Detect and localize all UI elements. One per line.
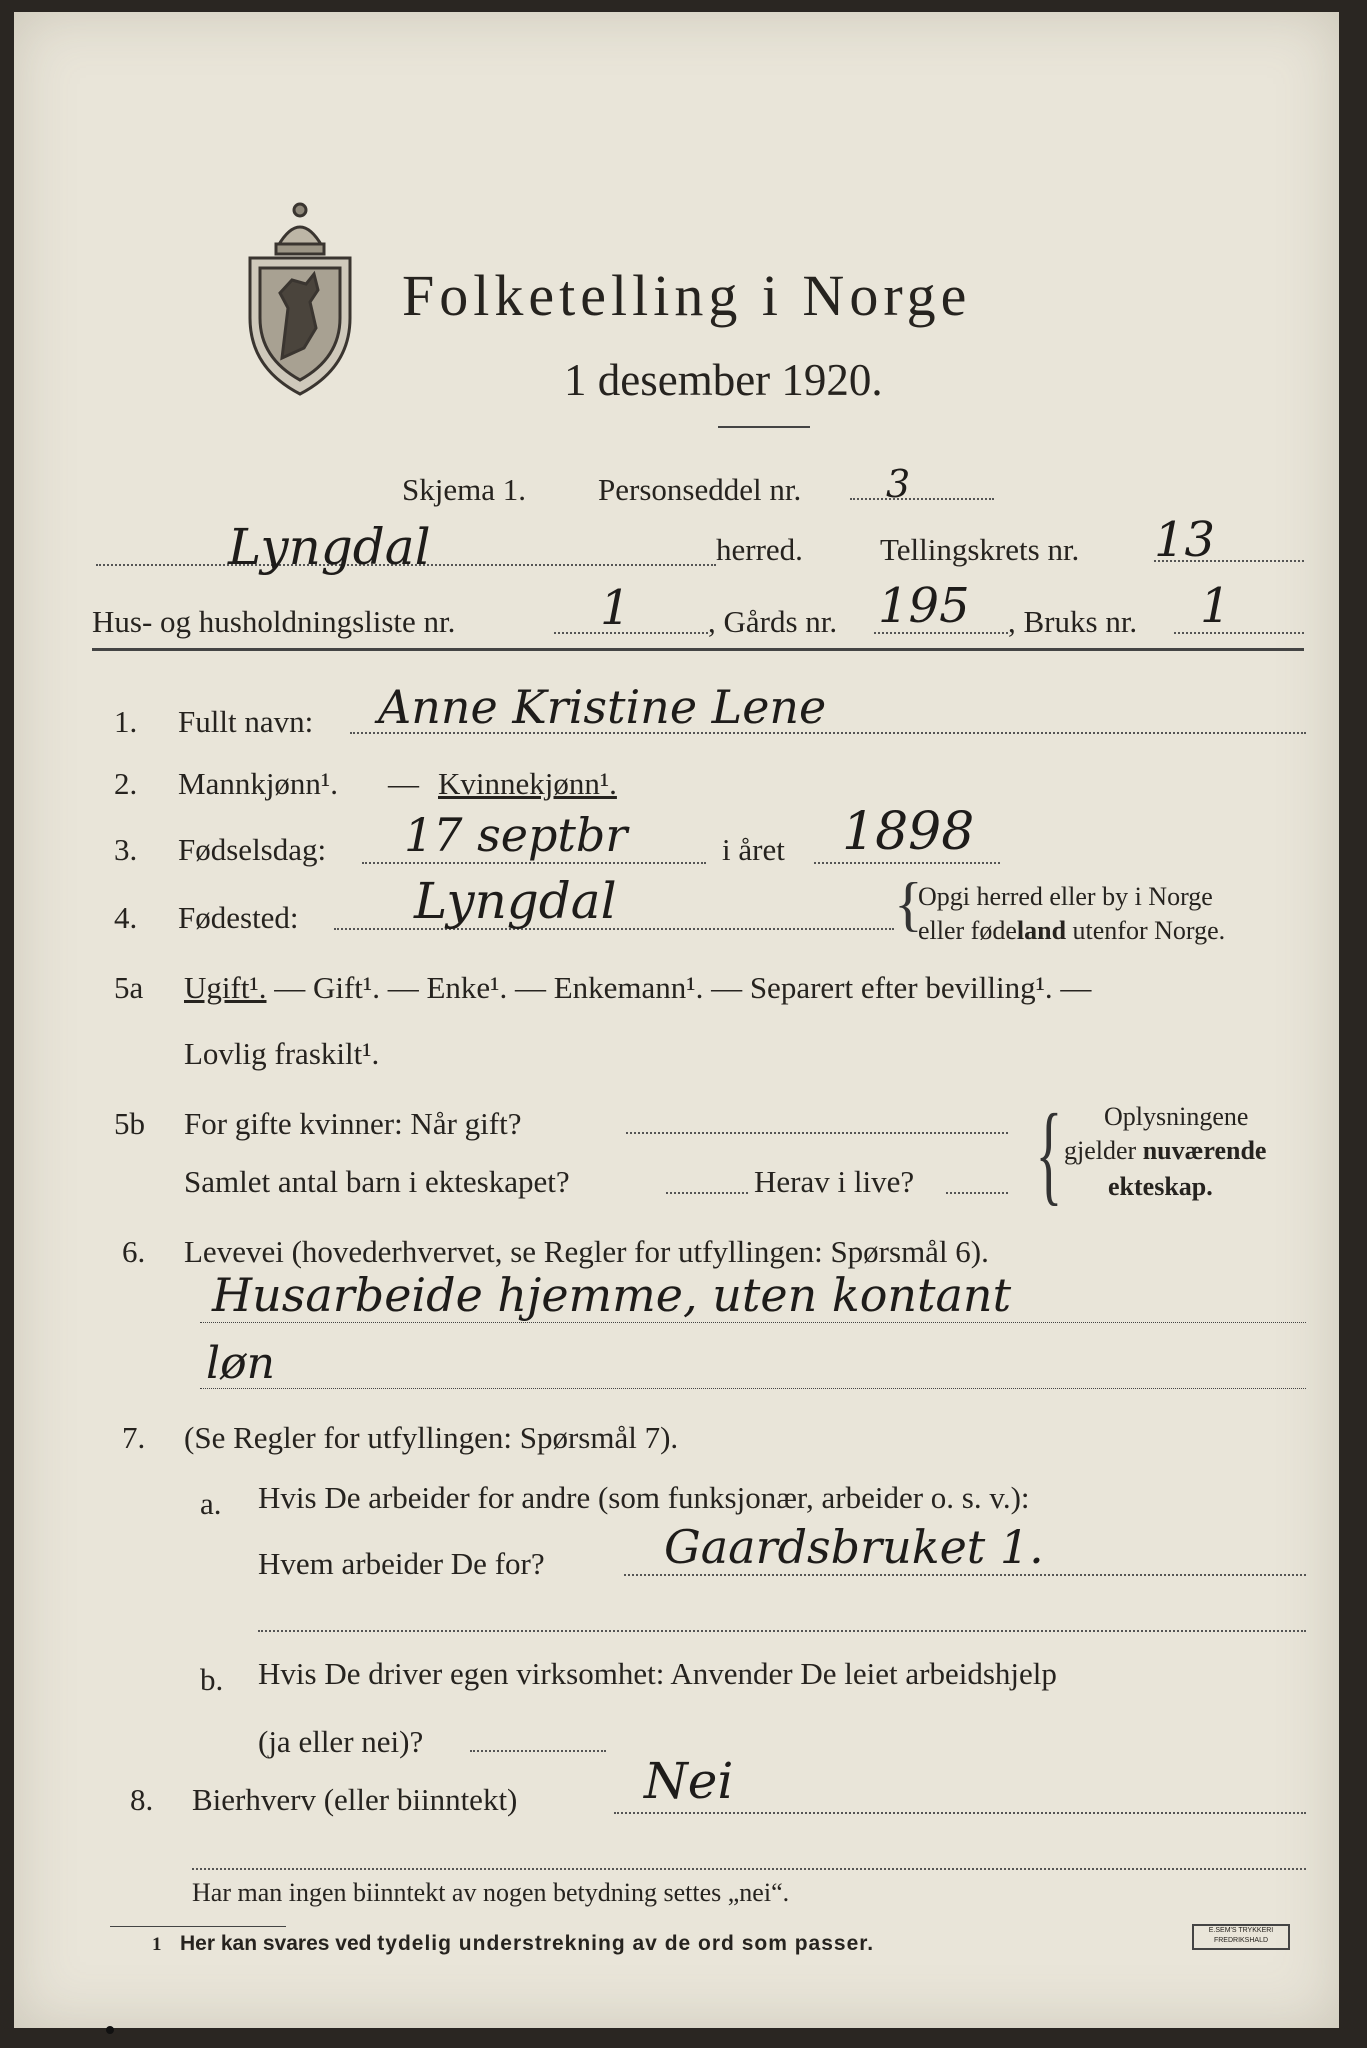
footnote-mark: 1 <box>152 1934 162 1955</box>
herred-value: Lyngdal <box>228 518 431 576</box>
skjema-label: Skjema 1. <box>402 472 526 507</box>
personseddel-label: Personseddel nr. <box>598 472 802 507</box>
herred-label: herred. <box>716 532 803 567</box>
birth-year-value: 1898 <box>842 802 975 862</box>
bruks-label: , Bruks nr. <box>1008 604 1138 639</box>
employer-value: Gaardsbruket 1. <box>664 1520 1044 1574</box>
title-divider <box>718 426 810 428</box>
marital-status-options: Ugift¹. — Gift¹. — Enke¹. — Enkemann¹. — Separert efter bevilling¹. — <box>184 970 1092 1005</box>
q8-label: Bierhverv (eller biinntekt) <box>192 1782 518 1817</box>
q4-label: Fødested: <box>178 900 299 935</box>
footnote-text: Her kan svares ved tydelig understrekning av de ord som passer. <box>180 1932 875 1955</box>
q1-number: 1. <box>114 704 138 739</box>
birthday-field[interactable] <box>362 862 706 864</box>
q5b-number: 5b <box>114 1106 145 1141</box>
birthday-value: 17 septbr <box>404 808 628 862</box>
q4-number: 4. <box>114 900 138 935</box>
employer-field[interactable] <box>624 1574 1306 1576</box>
gender-separator: — <box>388 766 419 801</box>
q5b-note-line2: gjelder nuværende <box>1064 1136 1267 1165</box>
gards-value: 195 <box>878 578 970 634</box>
children-alive-label: Herav i live? <box>754 1164 915 1199</box>
hired-help-label: (ja eller nei)? <box>258 1724 424 1759</box>
employer-field-extra[interactable] <box>258 1630 1306 1632</box>
hired-help-field[interactable] <box>470 1750 606 1752</box>
q1-label: Fullt navn: <box>178 704 314 739</box>
q8-number: 8. <box>130 1782 154 1817</box>
footer-note: Har man ingen biinntekt av nogen betydning settes „nei“. <box>192 1878 790 1907</box>
full-name-value: Anne Kristine Lene <box>378 680 827 734</box>
q4-note-line2: eller fødeland utenfor Norge. <box>918 916 1226 945</box>
marital-fraskilt-option[interactable]: Lovlig fraskilt¹. <box>184 1036 380 1071</box>
q4-brace: { <box>894 871 923 937</box>
q4-note-line1: Opgi herred eller by i Norge <box>918 882 1213 911</box>
side-income-field-extra[interactable] <box>192 1868 1306 1870</box>
gards-label: , Gårds nr. <box>708 604 838 639</box>
hus-value: 1 <box>600 580 631 636</box>
personseddel-value: 3 <box>886 462 911 506</box>
hus-field[interactable] <box>554 632 708 634</box>
q5b-note-line3: ekteskap. <box>1108 1172 1213 1201</box>
census-date: 1 desember 1920. <box>564 355 883 405</box>
married-when-label: For gifte kvinner: Når gift? <box>184 1106 522 1141</box>
census-form-sheet <box>14 12 1339 2028</box>
q5a-number: 5a <box>114 970 144 1005</box>
gender-female-option[interactable]: Kvinnekjønn¹. <box>438 766 617 801</box>
birth-year-label: i året <box>722 832 785 867</box>
children-total-field[interactable] <box>666 1192 748 1194</box>
q6-label: Levevei (hovederhvervet, se Regler for utfyllingen: Spørsmål 6). <box>184 1234 989 1269</box>
q2-number: 2. <box>114 766 138 801</box>
q7-label: (Se Regler for utfyllingen: Spørsmål 7). <box>184 1420 679 1455</box>
footnote-divider <box>110 1926 286 1927</box>
header-divider <box>92 648 1304 651</box>
q3-number: 3. <box>114 832 138 867</box>
tellingskrets-label: Tellingskrets nr. <box>880 532 1080 567</box>
coat-of-arms-icon <box>242 198 358 398</box>
occupation-value-line2: løn <box>206 1338 275 1389</box>
personseddel-field[interactable] <box>850 498 994 500</box>
q6-number: 6. <box>122 1234 146 1269</box>
printer-mark: E.SEM'S TRYKKERI FREDRIKSHALD <box>1192 1924 1290 1950</box>
side-income-field[interactable] <box>614 1812 1306 1814</box>
side-income-value: Nei <box>644 1752 734 1810</box>
tellingskrets-value: 13 <box>1154 512 1216 568</box>
employer-label: Hvem arbeider De for? <box>258 1546 545 1581</box>
hus-label: Hus- og husholdningsliste nr. <box>92 604 456 639</box>
occupation-value-line1: Husarbeide hjemme, uten kontant <box>212 1268 1012 1322</box>
q3-label: Fødselsdag: <box>178 832 327 867</box>
form-title: Folketelling i Norge <box>402 263 972 328</box>
q5b-note-line1: Oplysningene <box>1104 1102 1249 1131</box>
children-total-label: Samlet antal barn i ekteskapet? <box>184 1164 570 1199</box>
q7a-number: a. <box>200 1486 222 1521</box>
q7b-number: b. <box>200 1662 224 1697</box>
ink-speck <box>106 2026 114 2034</box>
married-when-field[interactable] <box>626 1132 1008 1134</box>
q7-number: 7. <box>122 1420 146 1455</box>
bruks-field[interactable] <box>1174 632 1304 634</box>
q5b-brace: { <box>1035 1092 1063 1216</box>
gender-male-option[interactable]: Mannkjønn¹. <box>178 766 338 801</box>
birthplace-value: Lyngdal <box>414 872 617 930</box>
q7b-label: Hvis De driver egen virksomhet: Anvender De leiet arbeidshjelp <box>258 1656 1057 1691</box>
marital-ugift-option[interactable]: Ugift¹. <box>184 970 267 1005</box>
q7a-label: Hvis De arbeider for andre (som funksjonær, arbeider o. s. v.): <box>258 1480 1030 1515</box>
children-alive-field[interactable] <box>946 1192 1008 1194</box>
occupation-field-line1[interactable] <box>200 1322 1306 1323</box>
bruks-value: 1 <box>1200 578 1231 634</box>
birth-year-field[interactable] <box>814 862 1000 864</box>
occupation-field-line2[interactable] <box>200 1388 1306 1389</box>
